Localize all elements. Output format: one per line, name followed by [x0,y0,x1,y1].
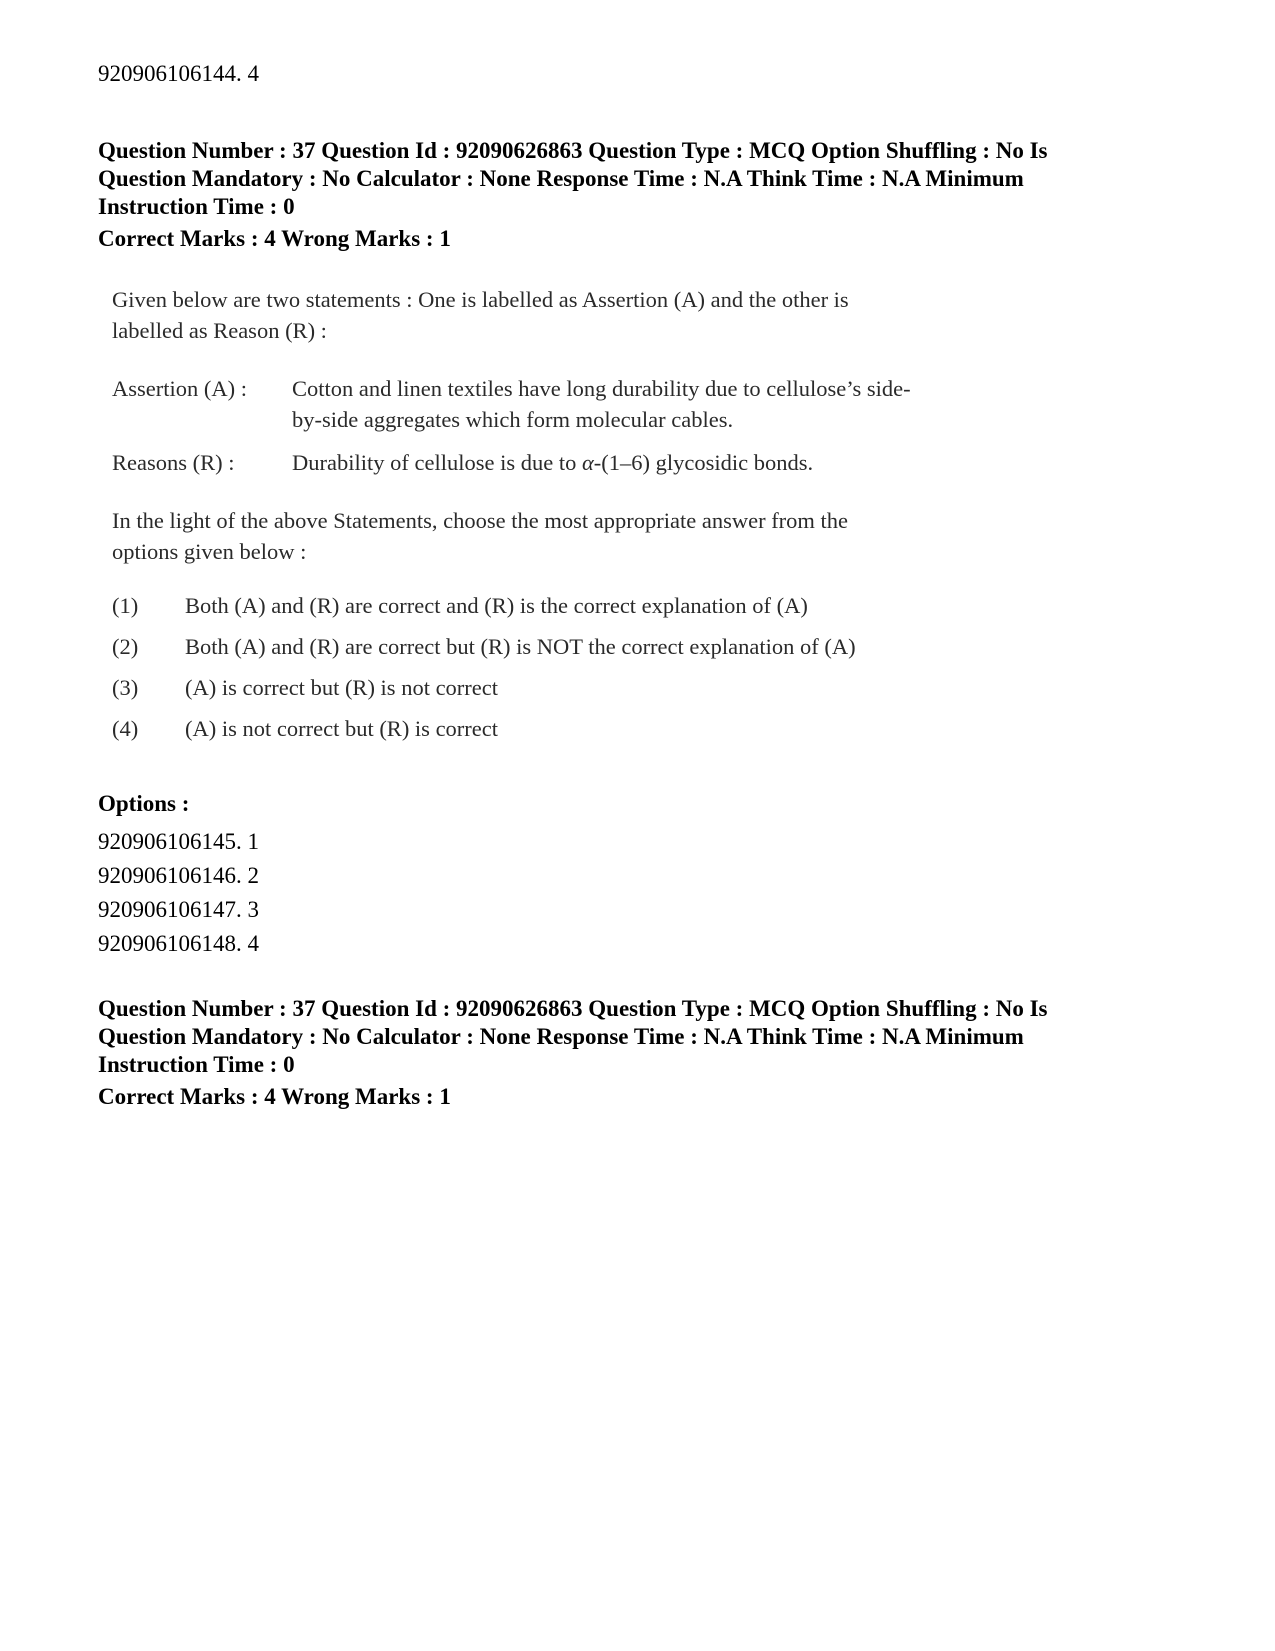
reason-text [292,447,1072,478]
assertion-text [292,373,1072,435]
option-item: 920906106148. 4 [98,931,259,956]
option-item: 920906106145. 1 [98,829,259,854]
choice-number: (2) [112,634,139,659]
choice-number: (4) [112,716,139,741]
options-list [98,825,259,961]
instruction-line: options given below : [112,539,307,564]
question-header-line: Instruction Time : 0 [98,1052,295,1077]
reason-text-post: -(1–6) glycosidic bonds. [593,450,814,475]
previous-option-id: 920906106144. 4 [98,61,259,86]
choice-text: (A) is not correct but (R) is correct [185,716,499,741]
choice-number: (1) [112,593,139,618]
choice-text: Both (A) and (R) are correct but (R) is NOT the correct explanation of (A) [185,634,856,659]
answer-choice [112,708,1072,749]
question-header-line: Question Number : 37 Question Id : 92090626863 Question Type : MCQ Option Shuffling : No Is [98,138,1048,163]
assertion-line: by-side aggregates which form molecular cables. [292,407,734,432]
assertion-label: Assertion (A) : [112,376,247,401]
option-item: 920906106146. 2 [98,863,259,888]
question-header-line: Question Number : 37 Question Id : 92090626863 Question Type : MCQ Option Shuffling : No Is [98,996,1048,1021]
reason-label: Reasons (R) : [112,450,235,475]
question-instruction [112,505,1072,567]
option-item: 920906106147. 3 [98,897,259,922]
marks-line: Correct Marks : 4 Wrong Marks : 1 [98,1084,451,1109]
answer-choice [112,626,1072,667]
intro-line: labelled as Reason (R) : [112,318,327,343]
alpha-symbol: α [581,450,594,475]
question-header [98,137,1198,253]
answer-choice [112,585,1072,626]
answer-choices [112,585,1072,749]
choice-number: (3) [112,675,139,700]
next-question-header [98,995,1198,1111]
reason-text-pre: Durability of cellulose is due to [292,450,577,475]
question-header-line: Question Mandatory : No Calculator : None Response Time : N.A Think Time : N.A Minimum [98,166,1024,191]
reason-statement [112,447,1072,478]
question-intro [112,284,1072,346]
question-header-line: Question Mandatory : No Calculator : None Response Time : N.A Think Time : N.A Minimum [98,1024,1024,1049]
question-body [112,284,1072,749]
answer-choice [112,667,1072,708]
instruction-line: In the light of the above Statements, choose the most appropriate answer from the [112,508,849,533]
question-header-line: Instruction Time : 0 [98,194,295,219]
choice-text: Both (A) and (R) are correct and (R) is the correct explanation of (A) [185,593,808,618]
assertion-statement [112,373,1072,435]
marks-line: Correct Marks : 4 Wrong Marks : 1 [98,226,451,251]
choice-text: (A) is correct but (R) is not correct [185,675,499,700]
assertion-line: Cotton and linen textiles have long durability due to cellulose’s side- [292,376,911,401]
intro-line: Given below are two statements : One is labelled as Assertion (A) and the other is [112,287,849,312]
options-heading: Options : [98,791,190,816]
